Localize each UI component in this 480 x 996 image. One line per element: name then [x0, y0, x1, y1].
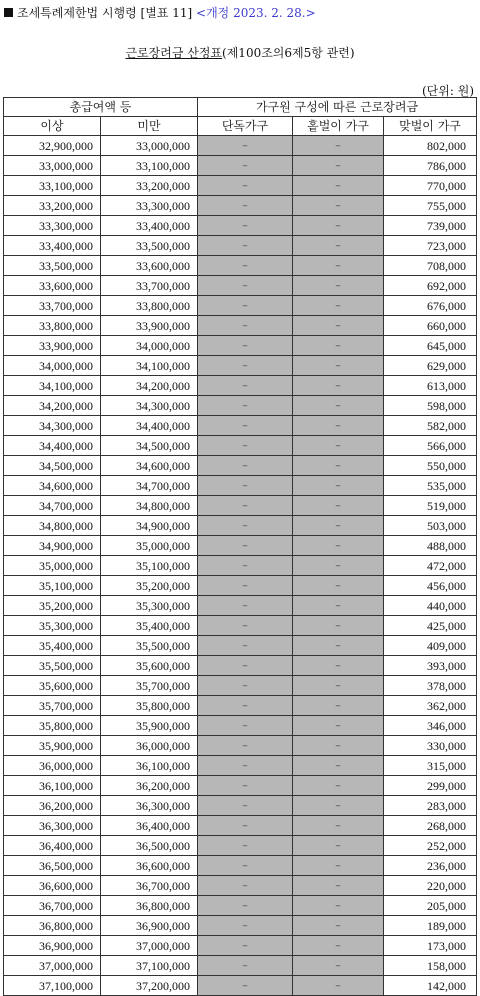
cell-dual-earner: 236,000 [384, 856, 477, 876]
cell-dual-earner: 582,000 [384, 416, 477, 436]
cell-income-min: 34,000,000 [4, 356, 101, 376]
cell-income-max: 35,700,000 [101, 676, 198, 696]
cell-dual-earner: 739,000 [384, 216, 477, 236]
cell-dual-earner: 708,000 [384, 256, 477, 276]
cell-dual-earner: 676,000 [384, 296, 477, 316]
cell-dual-earner: 362,000 [384, 696, 477, 716]
cell-single: – [198, 556, 293, 576]
cell-income-max: 33,600,000 [101, 256, 198, 276]
cell-income-max: 35,100,000 [101, 556, 198, 576]
cell-dual-earner: 409,000 [384, 636, 477, 656]
cell-dual-earner: 393,000 [384, 656, 477, 676]
cell-single: – [198, 536, 293, 556]
cell-single-earner: – [293, 296, 384, 316]
cell-dual-earner: 205,000 [384, 896, 477, 916]
cell-dual-earner: 268,000 [384, 816, 477, 836]
cell-single-earner: – [293, 536, 384, 556]
credit-table [3, 97, 477, 996]
cell-income-min: 36,400,000 [4, 836, 101, 856]
cell-single-earner: – [293, 416, 384, 436]
unit-label: (단위: 원) [422, 84, 474, 98]
square-bullet-icon [4, 8, 13, 17]
table-row [4, 216, 477, 236]
cell-income-min: 35,900,000 [4, 736, 101, 756]
table-row [4, 656, 477, 676]
cell-single: – [198, 976, 293, 996]
table-row [4, 956, 477, 976]
col-header-min: 이상 [4, 117, 101, 136]
cell-single: – [198, 576, 293, 596]
cell-income-max: 36,100,000 [101, 756, 198, 776]
cell-dual-earner: 425,000 [384, 616, 477, 636]
cell-income-min: 33,000,000 [4, 156, 101, 176]
cell-income-max: 33,500,000 [101, 236, 198, 256]
cell-single-earner: – [293, 956, 384, 976]
cell-single-earner: – [293, 216, 384, 236]
cell-income-min: 34,500,000 [4, 456, 101, 476]
cell-income-min: 34,600,000 [4, 476, 101, 496]
cell-dual-earner: 472,000 [384, 556, 477, 576]
cell-income-max: 35,600,000 [101, 656, 198, 676]
cell-dual-earner: 378,000 [384, 676, 477, 696]
table-row [4, 776, 477, 796]
cell-single-earner: – [293, 676, 384, 696]
cell-single-earner: – [293, 716, 384, 736]
col-header-single: 단독가구 [198, 117, 293, 136]
table-row [4, 376, 477, 396]
cell-dual-earner: 535,000 [384, 476, 477, 496]
cell-income-max: 34,500,000 [101, 436, 198, 456]
table-row [4, 256, 477, 276]
table-title-note: (제100조의6제5항 관련) [222, 46, 355, 60]
cell-dual-earner: 692,000 [384, 276, 477, 296]
table-row [4, 916, 477, 936]
cell-income-min: 36,600,000 [4, 876, 101, 896]
cell-dual-earner: 629,000 [384, 356, 477, 376]
cell-income-min: 33,800,000 [4, 316, 101, 336]
cell-income-min: 34,200,000 [4, 396, 101, 416]
cell-income-min: 35,700,000 [4, 696, 101, 716]
cell-single: – [198, 276, 293, 296]
cell-dual-earner: 613,000 [384, 376, 477, 396]
cell-single: – [198, 856, 293, 876]
cell-dual-earner: 770,000 [384, 176, 477, 196]
cell-single: – [198, 476, 293, 496]
cell-income-max: 35,400,000 [101, 616, 198, 636]
cell-income-max: 37,200,000 [101, 976, 198, 996]
cell-income-min: 33,300,000 [4, 216, 101, 236]
table-row [4, 476, 477, 496]
cell-single-earner: – [293, 816, 384, 836]
cell-income-max: 35,500,000 [101, 636, 198, 656]
cell-single-earner: – [293, 336, 384, 356]
cell-single-earner: – [293, 596, 384, 616]
cell-single-earner: – [293, 916, 384, 936]
cell-single: – [198, 496, 293, 516]
cell-dual-earner: 346,000 [384, 716, 477, 736]
cell-single: – [198, 396, 293, 416]
cell-income-min: 36,700,000 [4, 896, 101, 916]
cell-single: – [198, 756, 293, 776]
table-row [4, 636, 477, 656]
col-header-dual-earner: 맞벌이 가구 [384, 117, 477, 136]
cell-single: – [198, 236, 293, 256]
cell-income-max: 36,600,000 [101, 856, 198, 876]
cell-dual-earner: 598,000 [384, 396, 477, 416]
table-row [4, 696, 477, 716]
cell-income-min: 34,800,000 [4, 516, 101, 536]
cell-single-earner: – [293, 696, 384, 716]
cell-single-earner: – [293, 256, 384, 276]
cell-dual-earner: 456,000 [384, 576, 477, 596]
table-row [4, 516, 477, 536]
cell-single-earner: – [293, 156, 384, 176]
cell-single-earner: – [293, 796, 384, 816]
cell-income-max: 34,300,000 [101, 396, 198, 416]
cell-income-min: 35,000,000 [4, 556, 101, 576]
cell-dual-earner: 440,000 [384, 596, 477, 616]
table-row [4, 316, 477, 336]
table-title-main: 근로장려금 산정표 [125, 46, 223, 60]
cell-income-min: 36,500,000 [4, 856, 101, 876]
cell-income-max: 35,800,000 [101, 696, 198, 716]
table-row [4, 556, 477, 576]
cell-income-max: 33,400,000 [101, 216, 198, 236]
table-row [4, 716, 477, 736]
cell-single-earner: – [293, 316, 384, 336]
cell-single-earner: – [293, 616, 384, 636]
cell-single-earner: – [293, 176, 384, 196]
cell-income-max: 33,900,000 [101, 316, 198, 336]
cell-single: – [198, 196, 293, 216]
col-header-max: 미만 [101, 117, 198, 136]
cell-dual-earner: 173,000 [384, 936, 477, 956]
cell-income-max: 34,400,000 [101, 416, 198, 436]
cell-income-min: 33,700,000 [4, 296, 101, 316]
table-row [4, 356, 477, 376]
cell-single-earner: – [293, 976, 384, 996]
cell-single: – [198, 216, 293, 236]
cell-income-max: 34,800,000 [101, 496, 198, 516]
cell-single: – [198, 676, 293, 696]
table-row [4, 496, 477, 516]
cell-single-earner: – [293, 836, 384, 856]
cell-single: – [198, 796, 293, 816]
table-row [4, 236, 477, 256]
table-row [4, 836, 477, 856]
cell-income-min: 34,300,000 [4, 416, 101, 436]
cell-single: – [198, 256, 293, 276]
table-row [4, 276, 477, 296]
group-header-row [4, 98, 477, 117]
table-row [4, 736, 477, 756]
cell-dual-earner: 252,000 [384, 836, 477, 856]
table-row [4, 856, 477, 876]
table-row [4, 576, 477, 596]
cell-single: – [198, 356, 293, 376]
cell-dual-earner: 220,000 [384, 876, 477, 896]
cell-income-max: 33,000,000 [101, 136, 198, 156]
cell-income-max: 35,000,000 [101, 536, 198, 556]
cell-income-max: 36,300,000 [101, 796, 198, 816]
cell-single-earner: – [293, 456, 384, 476]
table-row [4, 756, 477, 776]
cell-income-max: 35,300,000 [101, 596, 198, 616]
cell-dual-earner: 503,000 [384, 516, 477, 536]
cell-income-max: 33,200,000 [101, 176, 198, 196]
cell-single-earner: – [293, 556, 384, 576]
table-row [4, 396, 477, 416]
cell-single: – [198, 336, 293, 356]
cell-dual-earner: 645,000 [384, 336, 477, 356]
cell-single-earner: – [293, 356, 384, 376]
cell-single-earner: – [293, 736, 384, 756]
cell-single: – [198, 736, 293, 756]
cell-single: – [198, 176, 293, 196]
cell-income-max: 34,700,000 [101, 476, 198, 496]
cell-income-min: 34,700,000 [4, 496, 101, 516]
cell-income-max: 33,700,000 [101, 276, 198, 296]
cell-income-min: 33,200,000 [4, 196, 101, 216]
cell-income-max: 36,000,000 [101, 736, 198, 756]
column-header-row [4, 117, 477, 136]
cell-single: – [198, 156, 293, 176]
cell-dual-earner: 550,000 [384, 456, 477, 476]
cell-dual-earner: 723,000 [384, 236, 477, 256]
cell-single: – [198, 716, 293, 736]
cell-single-earner: – [293, 656, 384, 676]
cell-single: – [198, 876, 293, 896]
table-row [4, 676, 477, 696]
cell-income-min: 36,000,000 [4, 756, 101, 776]
cell-income-max: 34,200,000 [101, 376, 198, 396]
cell-income-min: 36,300,000 [4, 816, 101, 836]
cell-single: – [198, 416, 293, 436]
table-row [4, 436, 477, 456]
cell-single: – [198, 696, 293, 716]
cell-income-min: 33,600,000 [4, 276, 101, 296]
cell-single-earner: – [293, 636, 384, 656]
cell-single: – [198, 636, 293, 656]
cell-income-max: 36,700,000 [101, 876, 198, 896]
cell-single-earner: – [293, 376, 384, 396]
cell-single: – [198, 816, 293, 836]
cell-single-earner: – [293, 756, 384, 776]
table-row [4, 536, 477, 556]
cell-income-max: 34,900,000 [101, 516, 198, 536]
cell-income-min: 35,400,000 [4, 636, 101, 656]
cell-single: – [198, 136, 293, 156]
table-row [4, 816, 477, 836]
table-row [4, 336, 477, 356]
cell-single: – [198, 376, 293, 396]
cell-single-earner: – [293, 496, 384, 516]
cell-income-max: 37,000,000 [101, 936, 198, 956]
cell-single-earner: – [293, 856, 384, 876]
cell-dual-earner: 142,000 [384, 976, 477, 996]
cell-income-min: 36,100,000 [4, 776, 101, 796]
table-row [4, 596, 477, 616]
cell-income-max: 36,500,000 [101, 836, 198, 856]
cell-single-earner: – [293, 516, 384, 536]
cell-dual-earner: 330,000 [384, 736, 477, 756]
table-body [4, 136, 477, 996]
cell-income-min: 34,900,000 [4, 536, 101, 556]
cell-single: – [198, 776, 293, 796]
cell-income-min: 35,300,000 [4, 616, 101, 636]
cell-dual-earner: 189,000 [384, 916, 477, 936]
table-row [4, 296, 477, 316]
cell-income-min: 36,800,000 [4, 916, 101, 936]
table-row [4, 936, 477, 956]
cell-dual-earner: 755,000 [384, 196, 477, 216]
cell-dual-earner: 488,000 [384, 536, 477, 556]
cell-single: – [198, 516, 293, 536]
document-header [4, 4, 316, 21]
cell-single: – [198, 896, 293, 916]
cell-income-max: 36,800,000 [101, 896, 198, 916]
cell-income-max: 34,000,000 [101, 336, 198, 356]
cell-single: – [198, 956, 293, 976]
cell-single-earner: – [293, 876, 384, 896]
table-row [4, 796, 477, 816]
cell-single-earner: – [293, 136, 384, 156]
cell-income-max: 34,600,000 [101, 456, 198, 476]
table-row [4, 136, 477, 156]
table-header [4, 98, 477, 136]
cell-dual-earner: 519,000 [384, 496, 477, 516]
cell-single-earner: – [293, 576, 384, 596]
table-row [4, 156, 477, 176]
cell-income-max: 33,800,000 [101, 296, 198, 316]
table-title [0, 44, 480, 61]
cell-dual-earner: 158,000 [384, 956, 477, 976]
col-header-single-earner: 홑벌이 가구 [293, 117, 384, 136]
cell-income-min: 33,500,000 [4, 256, 101, 276]
group-header-household: 가구원 구성에 따른 근로장려금 [198, 98, 477, 117]
cell-single-earner: – [293, 776, 384, 796]
cell-single: – [198, 316, 293, 336]
cell-income-min: 37,100,000 [4, 976, 101, 996]
cell-single: – [198, 436, 293, 456]
cell-single: – [198, 616, 293, 636]
cell-income-min: 37,000,000 [4, 956, 101, 976]
cell-income-min: 35,100,000 [4, 576, 101, 596]
group-header-total-pay: 총급여액 등 [4, 98, 198, 117]
cell-income-max: 36,400,000 [101, 816, 198, 836]
cell-single: – [198, 916, 293, 936]
table-row [4, 876, 477, 896]
table-row [4, 196, 477, 216]
cell-income-min: 32,900,000 [4, 136, 101, 156]
cell-single-earner: – [293, 236, 384, 256]
cell-single: – [198, 296, 293, 316]
table-row [4, 896, 477, 916]
cell-income-min: 35,600,000 [4, 676, 101, 696]
table-row [4, 976, 477, 996]
cell-single: – [198, 936, 293, 956]
cell-single-earner: – [293, 896, 384, 916]
cell-income-min: 35,500,000 [4, 656, 101, 676]
cell-single: – [198, 456, 293, 476]
cell-single-earner: – [293, 936, 384, 956]
table-row [4, 456, 477, 476]
cell-income-min: 33,400,000 [4, 236, 101, 256]
cell-dual-earner: 299,000 [384, 776, 477, 796]
cell-single: – [198, 596, 293, 616]
cell-income-max: 35,900,000 [101, 716, 198, 736]
cell-income-min: 36,900,000 [4, 936, 101, 956]
cell-income-max: 33,300,000 [101, 196, 198, 216]
cell-single-earner: – [293, 436, 384, 456]
cell-dual-earner: 660,000 [384, 316, 477, 336]
cell-single-earner: – [293, 276, 384, 296]
cell-dual-earner: 786,000 [384, 156, 477, 176]
cell-income-max: 36,200,000 [101, 776, 198, 796]
cell-income-min: 34,100,000 [4, 376, 101, 396]
cell-income-max: 35,200,000 [101, 576, 198, 596]
cell-income-max: 37,100,000 [101, 956, 198, 976]
cell-income-min: 34,400,000 [4, 436, 101, 456]
cell-single: – [198, 656, 293, 676]
cell-income-min: 36,200,000 [4, 796, 101, 816]
cell-income-min: 33,100,000 [4, 176, 101, 196]
amendment-note: <개정 2023. 2. 28.> [196, 6, 316, 20]
table-row [4, 176, 477, 196]
cell-single: – [198, 836, 293, 856]
cell-dual-earner: 315,000 [384, 756, 477, 776]
cell-income-min: 35,200,000 [4, 596, 101, 616]
header-title: 조세특례제한법 시행령 [별표 11] [17, 6, 193, 20]
cell-single-earner: – [293, 476, 384, 496]
cell-income-min: 33,900,000 [4, 336, 101, 356]
table-row [4, 616, 477, 636]
table-row [4, 416, 477, 436]
cell-income-max: 33,100,000 [101, 156, 198, 176]
cell-income-max: 36,900,000 [101, 916, 198, 936]
cell-dual-earner: 566,000 [384, 436, 477, 456]
cell-income-min: 35,800,000 [4, 716, 101, 736]
cell-single-earner: – [293, 196, 384, 216]
cell-dual-earner: 283,000 [384, 796, 477, 816]
cell-dual-earner: 802,000 [384, 136, 477, 156]
cell-income-max: 34,100,000 [101, 356, 198, 376]
cell-single-earner: – [293, 396, 384, 416]
